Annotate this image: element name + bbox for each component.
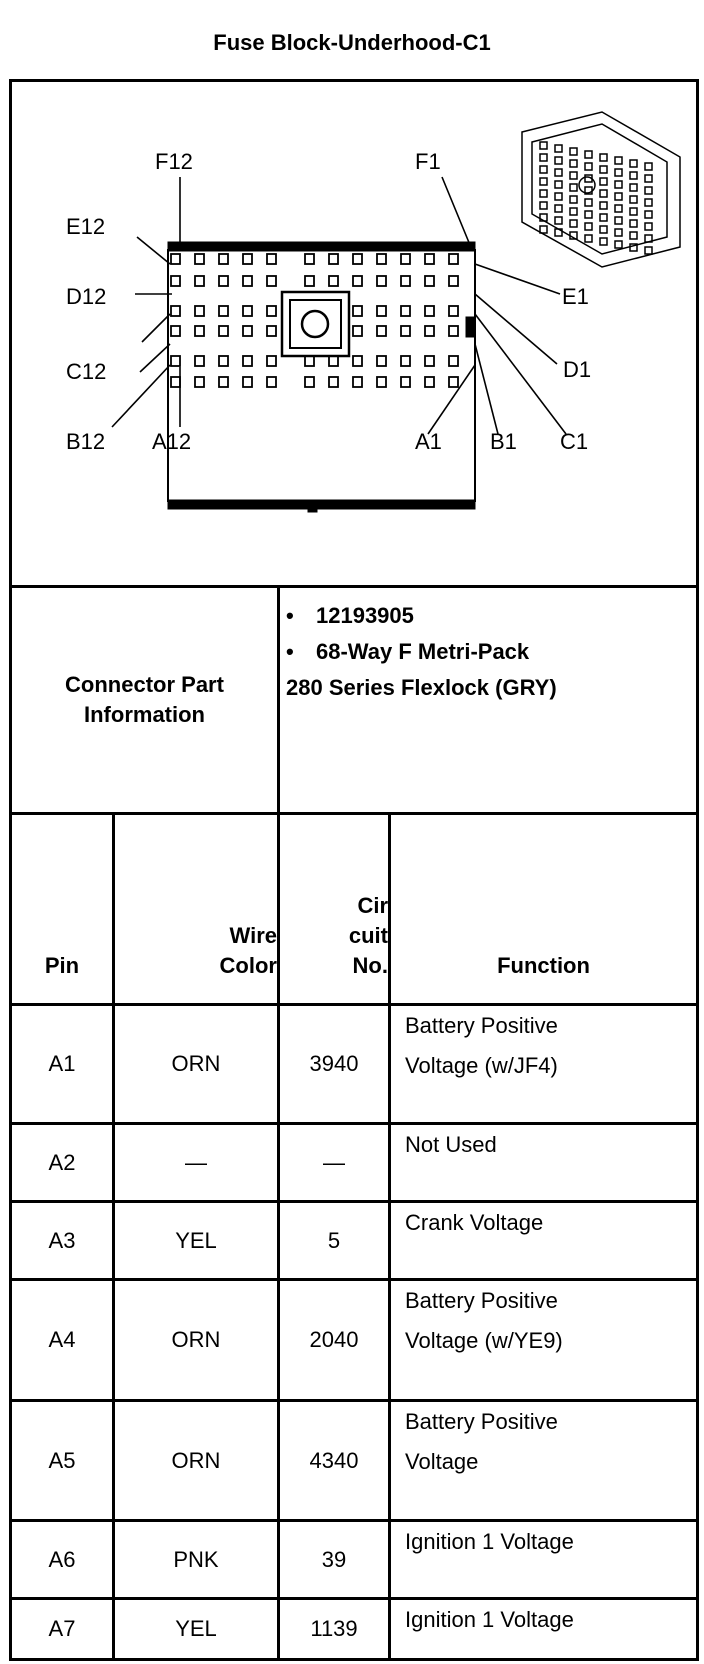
connector-pin <box>243 306 252 316</box>
function-cell <box>391 1203 696 1278</box>
circuit-cell: 5 <box>327 1227 341 1253</box>
connector-pin <box>425 276 434 286</box>
connector-pin <box>195 254 204 264</box>
connector-pin <box>305 254 314 264</box>
bullet: • <box>286 603 294 628</box>
thumbnail-pin <box>630 160 637 167</box>
function-cell <box>391 1125 696 1200</box>
thumbnail-pin <box>570 148 577 155</box>
function-text: Battery Positive <box>405 1409 558 1434</box>
pin-cell: A7 <box>48 1616 76 1641</box>
wire-color-cell: PNK <box>173 1546 219 1572</box>
thumbnail-pin <box>630 208 637 215</box>
connector-pin <box>377 306 386 316</box>
connector-pin <box>305 377 314 387</box>
thumbnail-pin <box>645 163 652 170</box>
pin-cell: A6 <box>48 1546 76 1572</box>
connector-pin <box>243 276 252 286</box>
thumbnail-pin <box>555 157 562 164</box>
connector-pin <box>195 356 204 366</box>
connector-pin <box>219 276 228 286</box>
description-line1: 68-Way F Metri-Pack <box>316 639 530 664</box>
thumbnail-pin <box>615 241 622 248</box>
connector-pin <box>401 377 410 387</box>
thumbnail-pin <box>615 181 622 188</box>
pin-label-e1: E1 <box>562 284 589 309</box>
function-text: Ignition 1 Voltage <box>405 1529 574 1554</box>
connector-pin <box>377 356 386 366</box>
function-cell <box>391 1522 696 1597</box>
description-line <box>286 634 691 670</box>
wire-color-cell: ORN <box>171 1447 221 1473</box>
pin-cell: A1 <box>48 1051 76 1076</box>
column-header-wire-color-line2: Color <box>219 953 277 978</box>
thumbnail-pin <box>615 205 622 212</box>
connector-pin <box>243 356 252 366</box>
connector-pin-grid <box>171 254 458 387</box>
connector-pin <box>171 306 180 316</box>
function-text: Voltage (w/YE9) <box>405 1328 563 1353</box>
pin-cell: A5 <box>48 1447 76 1473</box>
connector-pin <box>449 254 458 264</box>
thumbnail-pin <box>600 178 607 185</box>
thumbnail-pin <box>615 157 622 164</box>
connector-pin <box>377 254 386 264</box>
thumbnail-pin <box>645 223 652 230</box>
thumbnail-pin <box>585 163 592 170</box>
function-text: Battery Positive <box>405 1288 558 1313</box>
pin-label-c12: C12 <box>66 359 107 384</box>
circuit-cell: 4340 <box>309 1447 359 1473</box>
thumbnail-pin <box>540 142 547 149</box>
thumbnail-pin <box>540 202 547 209</box>
column-header-pin: Pin <box>44 953 80 978</box>
connector-pin <box>377 326 386 336</box>
function-cell <box>391 1006 696 1122</box>
thumbnail-pin <box>570 208 577 215</box>
connector-pin <box>425 377 434 387</box>
part-number: 12193905 <box>316 603 414 628</box>
wire-color-cell: YEL <box>175 1227 217 1253</box>
connector-thumbnail <box>522 112 680 267</box>
thumbnail-pin <box>570 160 577 167</box>
thumbnail-pin <box>585 223 592 230</box>
thumbnail-pin <box>645 187 652 194</box>
connector-pin <box>353 254 362 264</box>
circuit-cell: 1139 <box>310 1616 358 1641</box>
pin-cell: A3 <box>48 1227 76 1253</box>
wire-color-cell: YEL <box>175 1616 217 1641</box>
thumbnail-pin <box>555 145 562 152</box>
function-text: Not Used <box>405 1132 497 1157</box>
thumbnail-pin <box>570 196 577 203</box>
thumbnail-pin <box>645 199 652 206</box>
page-title: Fuse Block-Underhood-C1 <box>213 30 491 55</box>
pin-cell: A2 <box>48 1149 76 1175</box>
connector-pin <box>425 306 434 316</box>
connector-info-label-line2: Information <box>84 702 205 727</box>
thumbnail-pin <box>555 193 562 200</box>
connector-pin <box>329 254 338 264</box>
thumbnail-pin <box>600 154 607 161</box>
connector-pin <box>425 356 434 366</box>
circuit-cell: 3940 <box>309 1051 359 1076</box>
thumbnail-pin <box>630 220 637 227</box>
connector-pin <box>171 276 180 286</box>
connector-pin <box>195 377 204 387</box>
circuit-cell: 39 <box>321 1546 347 1572</box>
column-header-circuit-line1: Cir <box>357 893 388 918</box>
connector-pin <box>353 356 362 366</box>
connector-pin <box>267 326 276 336</box>
thumbnail-pin <box>585 199 592 206</box>
connector-info-label-line1: Connector Part <box>65 672 224 697</box>
thumbnail-pin <box>585 211 592 218</box>
pin-label-d1: D1 <box>563 357 592 382</box>
connector-pin <box>401 326 410 336</box>
pin-cell: A4 <box>48 1327 76 1352</box>
thumbnail-pin <box>585 235 592 242</box>
connector-pin <box>425 254 434 264</box>
connector-pin <box>377 377 386 387</box>
thumbnail-pin <box>630 196 637 203</box>
thumbnail-pin <box>555 169 562 176</box>
column-header-wire-color <box>115 815 277 1003</box>
connector-pin <box>195 276 204 286</box>
connector-pin <box>353 306 362 316</box>
connector-pin <box>171 377 180 387</box>
pin-label-e12: E12 <box>66 214 106 239</box>
thumbnail-pin <box>555 205 562 212</box>
thumbnail-pin <box>615 229 622 236</box>
connector-pin <box>329 356 338 366</box>
column-header-wire-color-line1: Wire <box>229 923 277 948</box>
connector-pin <box>449 326 458 336</box>
pin-label-b1: B1 <box>490 429 517 454</box>
connector-pin <box>267 306 276 316</box>
connector-pin <box>449 377 458 387</box>
function-text: Voltage (w/JF4) <box>405 1053 558 1078</box>
wire-color-cell: — <box>185 1149 207 1175</box>
connector-pin <box>171 356 180 366</box>
connector-info-label <box>12 588 277 812</box>
connector-pin <box>353 276 362 286</box>
connector-pin <box>267 377 276 387</box>
column-header-circuit-line3: No. <box>352 953 388 978</box>
column-header-function: Function <box>497 953 590 978</box>
thumbnail-pin <box>645 175 652 182</box>
connector-pin <box>305 276 314 286</box>
connector-pin <box>171 254 180 264</box>
thumbnail-pin <box>630 232 637 239</box>
description-line2: 280 Series Flexlock (GRY) <box>286 675 557 700</box>
connector-pin <box>401 254 410 264</box>
thumbnail-pin <box>615 193 622 200</box>
connector-pin <box>219 326 228 336</box>
bullet: • <box>286 639 294 664</box>
column-header-circuit-line2: cuit <box>348 923 388 948</box>
pin-label-a1: A1 <box>415 429 442 454</box>
thumbnail-pin <box>645 211 652 218</box>
thumbnail-pin <box>555 217 562 224</box>
circuit-cell: — <box>323 1149 345 1175</box>
thumbnail-pin <box>555 181 562 188</box>
thumbnail-pin <box>645 247 652 254</box>
thumbnail-pin <box>570 220 577 227</box>
connector-pin <box>243 254 252 264</box>
thumbnail-pin <box>540 154 547 161</box>
connector-pin <box>449 356 458 366</box>
thumbnail-pin <box>540 166 547 173</box>
connector-pin <box>267 254 276 264</box>
connector-pin <box>195 306 204 316</box>
function-cell <box>391 1600 696 1658</box>
connector-pin <box>267 356 276 366</box>
thumbnail-pin <box>630 184 637 191</box>
part-number-line <box>286 598 691 634</box>
connector-pin <box>401 306 410 316</box>
connector-diagram <box>12 82 696 585</box>
connector-pin <box>401 356 410 366</box>
thumbnail-pin <box>540 190 547 197</box>
wire-color-cell: ORN <box>171 1327 221 1352</box>
function-text: Battery Positive <box>405 1013 558 1038</box>
thumbnail-pin <box>570 172 577 179</box>
connector-pin <box>329 276 338 286</box>
connector-pin <box>425 326 434 336</box>
function-cell <box>391 1281 696 1399</box>
wire-color-cell: ORN <box>171 1051 221 1076</box>
connector-pin <box>353 326 362 336</box>
column-header-circuit <box>280 815 388 1003</box>
connector-pin <box>449 276 458 286</box>
connector-pin <box>329 377 338 387</box>
pin-label-a12: A12 <box>152 429 192 454</box>
thumbnail-pin <box>615 169 622 176</box>
pin-label-b12: B12 <box>66 429 106 454</box>
thumbnail-pin <box>600 226 607 233</box>
thumbnail-pin <box>630 172 637 179</box>
connector-pin <box>219 306 228 316</box>
connector-info-value <box>286 598 691 706</box>
function-cell <box>391 1402 696 1519</box>
connector-pin <box>267 276 276 286</box>
connector-pin <box>171 326 180 336</box>
connector-pin <box>353 377 362 387</box>
connector-pin <box>449 306 458 316</box>
circuit-cell: 2040 <box>309 1327 359 1352</box>
thumbnail-pin <box>600 202 607 209</box>
thumbnail-pin <box>615 217 622 224</box>
connector-pin <box>401 276 410 286</box>
connector-pin <box>195 326 204 336</box>
connector-pin <box>377 276 386 286</box>
connector-pin <box>219 377 228 387</box>
thumbnail-pin <box>600 214 607 221</box>
thumbnail-pin <box>585 151 592 158</box>
connector-pin <box>219 356 228 366</box>
thumbnail-pin <box>600 238 607 245</box>
function-text: Voltage <box>405 1449 479 1474</box>
thumbnail-pin <box>600 166 607 173</box>
pin-label-c1: C1 <box>560 429 589 454</box>
function-text: Ignition 1 Voltage <box>405 1607 574 1632</box>
thumbnail-pin <box>600 190 607 197</box>
connector-pin <box>219 254 228 264</box>
pin-label-f1: F1 <box>415 149 441 174</box>
connector-pin <box>243 377 252 387</box>
pin-label-f12: F12 <box>155 149 193 174</box>
thumbnail-pin <box>570 184 577 191</box>
connector-pin <box>305 356 314 366</box>
thumbnail-pin <box>540 178 547 185</box>
function-text: Crank Voltage <box>405 1210 544 1235</box>
connector-pin <box>243 326 252 336</box>
pin-label-d12: D12 <box>66 284 107 309</box>
